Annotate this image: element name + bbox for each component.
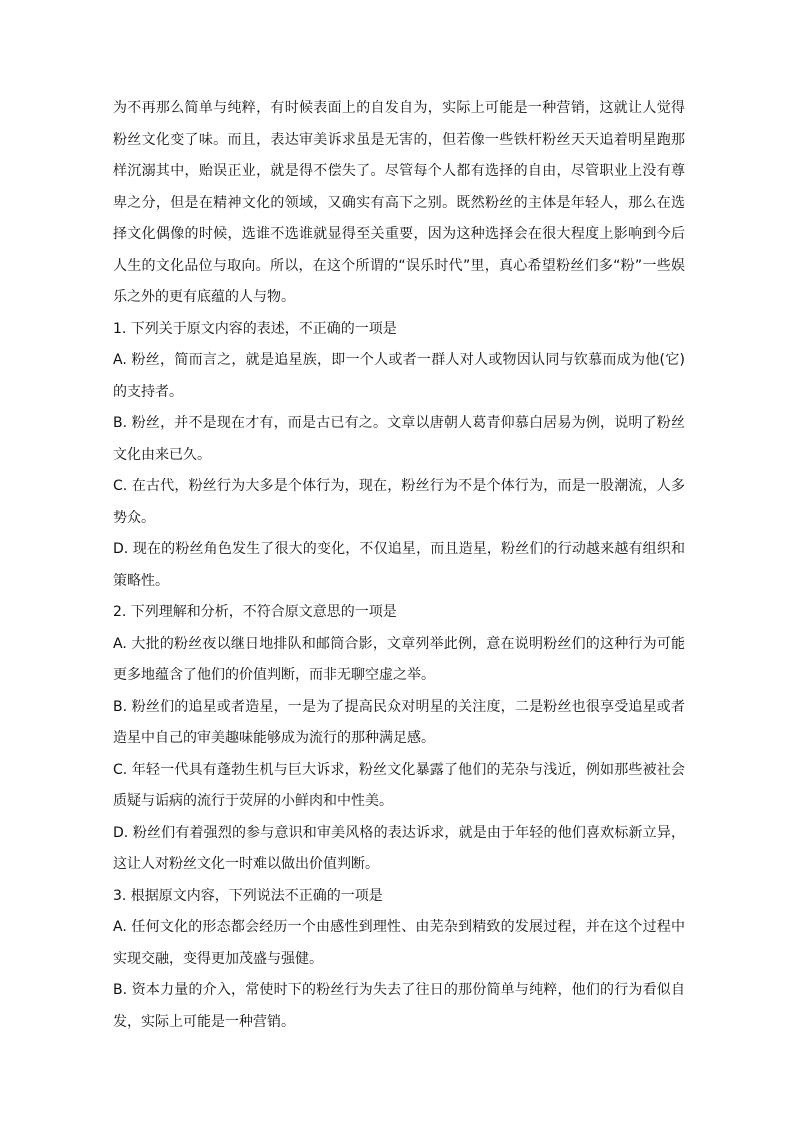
question-1-option-c: C. 在古代，粉丝行为大多是个体行为，现在，粉丝行为不是个体行为，而是一股潮流，人多势众。 — [113, 478, 685, 526]
question-2-option-a: A. 大批的粉丝夜以继日地排队和邮筒合影，文章列举此例，意在说明粉丝们的这种行为可能更多地蕴含了他们的价值判断，而非无聊空虚之举。 — [113, 635, 685, 683]
question-2-option-d: D. 粉丝们有着强烈的参与意识和审美风格的表达诉求，就是由于年轻的他们喜欢标新立异，这让人对粉丝文化一时难以做出价值判断。 — [113, 824, 685, 872]
question-1-stem: 1. 下列关于原文内容的表述，不正确的一项是 — [113, 320, 397, 337]
question-2-option-b: B. 粉丝们的追星或者造星，一是为了提高民众对明星的关注度，二是粉丝也很享受追星或者造星中自己的审美趣味能够成为流行的那种满足感。 — [113, 698, 685, 746]
question-1-option-d: D. 现在的粉丝角色发生了很大的变化，不仅追星，而且造星，粉丝们的行动越来越有组织和策略性。 — [113, 541, 685, 589]
question-2-stem: 2. 下列理解和分析，不符合原文意思的一项是 — [113, 604, 397, 620]
document-body — [113, 93, 685, 1038]
question-3-stem: 3. 根据原文内容，下列说法不正确的一项是 — [113, 887, 383, 904]
question-1-option-a: A. 粉丝，简而言之，就是追星族，即一个人或者一群人对人或物因认同与钦慕而成为他(它)的支持者。 — [113, 352, 685, 400]
question-3-option-b: B. 资本力量的介入，常使时下的粉丝行为失去了往日的那份简单与纯粹，他们的行为看似自发，实际上可能是一种营销。 — [113, 982, 685, 1030]
passage-paragraph: 为不再那么简单与纯粹，有时候表面上的自发自为，实际上可能是一种营销，这就让人觉得粉丝文化变了味。而且，表达审美诉求虽是无害的，但若像一些铁杆粉丝天天追着明星跑那样沉溺其中，贻误正业，就是得不偿失了。尽管每个人都有选择的自由，尽管职业上没有尊卑之分，但是在精神文化的领域，又确实有高下之别。既然粉丝的主体是年轻人，那么在选择文化偶像的时候，选谁不选谁就显得至关重要，因为这种选择会在很大程度上影响到今后人生的文化品位与取向。所以，在这个所谓的“误乐时代”里，真心希望粉丝们多“粉”一些娱乐之外的更有底蕴的人与物。 — [113, 100, 685, 305]
question-1-option-b: B. 粉丝，并不是现在才有，而是古已有之。文章以唐朝人葛青仰慕白居易为例，说明了粉丝文化由来已久。 — [113, 415, 685, 463]
question-2-option-c: C. 年轻一代具有蓬勃生机与巨大诉求，粉丝文化暴露了他们的芜杂与浅近，例如那些被社会质疑与诟病的流行于荧屏的小鲜肉和中性美。 — [113, 761, 685, 809]
question-3-option-a: A. 任何文化的形态都会经历一个由感性到理性、由芜杂到精致的发展过程，并在这个过程中实现交融，变得更加茂盛与强健。 — [113, 919, 685, 967]
